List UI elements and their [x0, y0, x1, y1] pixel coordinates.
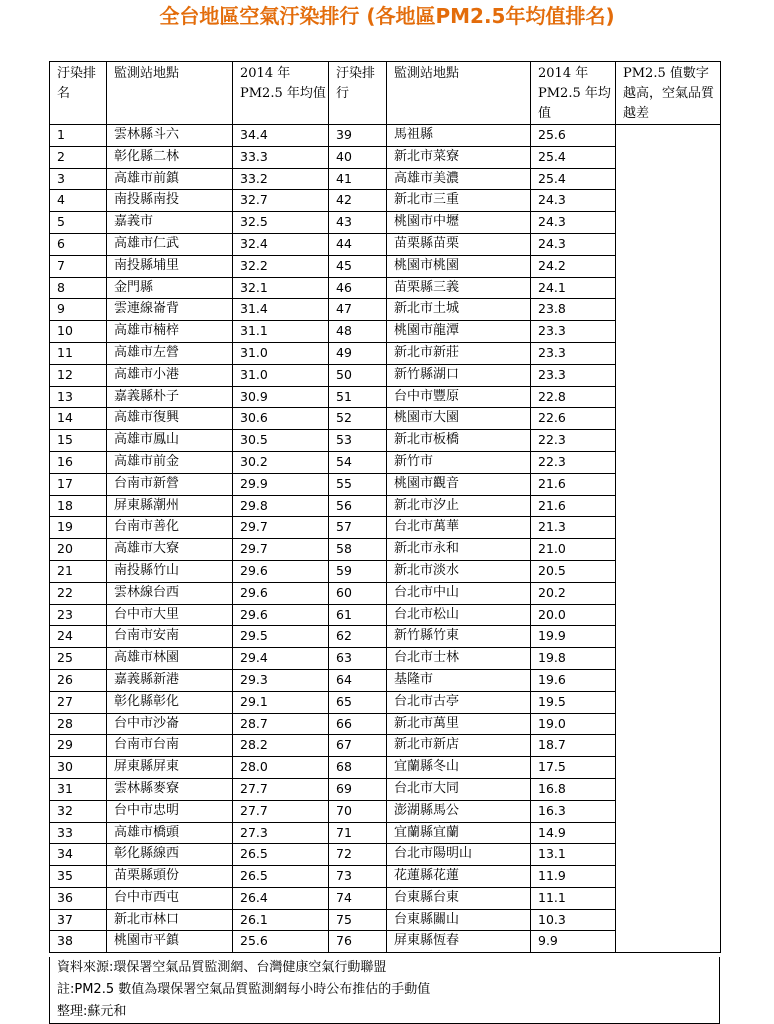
rank-cell: 25 [50, 648, 107, 670]
value-cell: 19.5 [531, 691, 616, 713]
station-cell: 高雄市鳳山 [107, 430, 233, 452]
rank-cell: 14 [50, 408, 107, 430]
station-cell: 彰化縣二林 [107, 146, 233, 168]
value-cell: 26.1 [233, 909, 329, 931]
rank-cell: 70 [329, 800, 387, 822]
rank-cell: 22 [50, 582, 107, 604]
station-cell: 桃園市中壢 [387, 212, 531, 234]
rank-cell: 58 [329, 539, 387, 561]
rank-cell: 59 [329, 560, 387, 582]
value-cell: 25.6 [531, 125, 616, 147]
station-cell: 台南市新營 [107, 473, 233, 495]
rank-cell: 47 [329, 299, 387, 321]
station-cell: 高雄市左營 [107, 342, 233, 364]
station-cell: 高雄市前鎮 [107, 168, 233, 190]
station-cell: 花蓮縣花蓮 [387, 866, 531, 888]
value-cell: 22.8 [531, 386, 616, 408]
rank-cell: 20 [50, 539, 107, 561]
value-cell: 31.1 [233, 321, 329, 343]
station-cell: 苗栗縣三義 [387, 277, 531, 299]
station-cell: 新北市林口 [107, 909, 233, 931]
value-cell: 29.3 [233, 669, 329, 691]
rank-cell: 21 [50, 560, 107, 582]
pollution-ranking-table [49, 61, 721, 953]
value-cell: 29.7 [233, 517, 329, 539]
value-cell: 33.2 [233, 168, 329, 190]
station-cell: 高雄市楠梓 [107, 321, 233, 343]
rank-cell: 52 [329, 408, 387, 430]
header-station: 監測站地點 [107, 62, 233, 125]
station-cell: 新北市淡水 [387, 560, 531, 582]
rank-cell: 11 [50, 342, 107, 364]
station-cell: 新北市萬里 [387, 713, 531, 735]
station-cell: 台北市陽明山 [387, 844, 531, 866]
value-cell: 13.1 [531, 844, 616, 866]
value-cell: 27.7 [233, 800, 329, 822]
rank-cell: 63 [329, 648, 387, 670]
station-cell: 桃園市觀音 [387, 473, 531, 495]
station-cell: 台中市豐原 [387, 386, 531, 408]
rank-cell: 67 [329, 735, 387, 757]
rank-cell: 73 [329, 866, 387, 888]
rank-cell: 51 [329, 386, 387, 408]
station-cell: 嘉義縣朴子 [107, 386, 233, 408]
value-cell: 23.8 [531, 299, 616, 321]
station-cell: 高雄市橋頭 [107, 822, 233, 844]
value-cell: 25.4 [531, 146, 616, 168]
station-cell: 基隆市 [387, 669, 531, 691]
rank-cell: 54 [329, 451, 387, 473]
station-cell: 屏東縣恆春 [387, 931, 531, 953]
station-cell: 澎湖縣馬公 [387, 800, 531, 822]
station-cell: 嘉義市 [107, 212, 233, 234]
value-cell: 21.0 [531, 539, 616, 561]
value-cell: 28.0 [233, 757, 329, 779]
station-cell: 高雄市復興 [107, 408, 233, 430]
rank-cell: 33 [50, 822, 107, 844]
station-cell: 台北市古亭 [387, 691, 531, 713]
value-cell: 29.9 [233, 473, 329, 495]
value-cell: 30.5 [233, 430, 329, 452]
value-cell: 16.3 [531, 800, 616, 822]
rank-cell: 55 [329, 473, 387, 495]
value-cell: 30.9 [233, 386, 329, 408]
station-cell: 南投縣埔里 [107, 255, 233, 277]
station-cell: 新北市新店 [387, 735, 531, 757]
station-cell: 雲連線崙背 [107, 299, 233, 321]
value-cell: 25.4 [531, 168, 616, 190]
table-body [50, 125, 721, 953]
station-cell: 高雄市大寮 [107, 539, 233, 561]
station-cell: 桃園市大園 [387, 408, 531, 430]
rank-cell: 18 [50, 495, 107, 517]
value-cell: 29.6 [233, 582, 329, 604]
rank-cell: 36 [50, 887, 107, 909]
rank-cell: 26 [50, 669, 107, 691]
value-cell: 32.7 [233, 190, 329, 212]
station-cell: 新竹市 [387, 451, 531, 473]
value-cell: 26.5 [233, 866, 329, 888]
rank-cell: 12 [50, 364, 107, 386]
rank-cell: 60 [329, 582, 387, 604]
value-cell: 29.6 [233, 604, 329, 626]
rank-cell: 30 [50, 757, 107, 779]
station-cell: 新北市板橋 [387, 430, 531, 452]
rank-cell: 75 [329, 909, 387, 931]
value-cell: 19.0 [531, 713, 616, 735]
value-cell: 16.8 [531, 778, 616, 800]
rank-cell: 40 [329, 146, 387, 168]
station-cell: 台南市善化 [107, 517, 233, 539]
value-cell: 24.3 [531, 233, 616, 255]
value-cell: 30.2 [233, 451, 329, 473]
rank-cell: 4 [50, 190, 107, 212]
rank-cell: 3 [50, 168, 107, 190]
rank-cell: 56 [329, 495, 387, 517]
rank-cell: 44 [329, 233, 387, 255]
rank-cell: 15 [50, 430, 107, 452]
station-cell: 新北市三重 [387, 190, 531, 212]
value-cell: 26.4 [233, 887, 329, 909]
rank-cell: 8 [50, 277, 107, 299]
rank-cell: 32 [50, 800, 107, 822]
rank-cell: 39 [329, 125, 387, 147]
value-cell: 33.3 [233, 146, 329, 168]
station-cell: 彰化縣彰化 [107, 691, 233, 713]
rank-cell: 17 [50, 473, 107, 495]
station-cell: 新北市土城 [387, 299, 531, 321]
station-cell: 台東縣台東 [387, 887, 531, 909]
value-cell: 20.2 [531, 582, 616, 604]
value-cell: 21.3 [531, 517, 616, 539]
rank-cell: 27 [50, 691, 107, 713]
rank-cell: 46 [329, 277, 387, 299]
value-cell: 19.8 [531, 648, 616, 670]
station-cell: 南投縣南投 [107, 190, 233, 212]
header-station-2: 監測站地點 [387, 62, 531, 125]
header-value-2: 2014 年PM2.5 年均值 [531, 62, 616, 125]
value-cell: 24.2 [531, 255, 616, 277]
rank-cell: 6 [50, 233, 107, 255]
rank-cell: 49 [329, 342, 387, 364]
rank-cell: 48 [329, 321, 387, 343]
station-cell: 台北市士林 [387, 648, 531, 670]
station-cell: 台東縣關山 [387, 909, 531, 931]
rank-cell: 74 [329, 887, 387, 909]
value-cell: 32.4 [233, 233, 329, 255]
rank-cell: 23 [50, 604, 107, 626]
station-cell: 桃園市平鎮 [107, 931, 233, 953]
footer-source: 資料來源:環保署空氣品質監測網、台灣健康空氣行動聯盟 [57, 960, 387, 975]
station-cell: 新竹縣湖口 [387, 364, 531, 386]
value-cell: 29.5 [233, 626, 329, 648]
station-cell: 台中市忠明 [107, 800, 233, 822]
rank-cell: 66 [329, 713, 387, 735]
station-cell: 台中市沙崙 [107, 713, 233, 735]
value-cell: 21.6 [531, 473, 616, 495]
rank-cell: 69 [329, 778, 387, 800]
station-cell: 台中市西屯 [107, 887, 233, 909]
value-cell: 29.4 [233, 648, 329, 670]
station-cell: 台北市大同 [387, 778, 531, 800]
rank-cell: 45 [329, 255, 387, 277]
station-cell: 馬祖縣 [387, 125, 531, 147]
value-cell: 20.5 [531, 560, 616, 582]
rank-cell: 65 [329, 691, 387, 713]
station-cell: 台南市台南 [107, 735, 233, 757]
value-cell: 26.5 [233, 844, 329, 866]
station-cell: 南投縣竹山 [107, 560, 233, 582]
station-cell: 桃園市桃園 [387, 255, 531, 277]
rank-cell: 34 [50, 844, 107, 866]
station-cell: 桃園市龍潭 [387, 321, 531, 343]
value-cell: 11.1 [531, 887, 616, 909]
value-cell: 31.0 [233, 364, 329, 386]
station-cell: 台南市安南 [107, 626, 233, 648]
rank-cell: 76 [329, 931, 387, 953]
rank-cell: 42 [329, 190, 387, 212]
rank-cell: 53 [329, 430, 387, 452]
rank-cell: 28 [50, 713, 107, 735]
station-cell: 新北市永和 [387, 539, 531, 561]
value-cell: 32.5 [233, 212, 329, 234]
value-cell: 24.3 [531, 190, 616, 212]
note-cell [616, 125, 721, 953]
value-cell: 27.3 [233, 822, 329, 844]
rank-cell: 50 [329, 364, 387, 386]
rank-cell: 10 [50, 321, 107, 343]
rank-cell: 5 [50, 212, 107, 234]
value-cell: 19.9 [531, 626, 616, 648]
value-cell: 23.3 [531, 342, 616, 364]
footer-compiler: 整理:蘇元和 [57, 1004, 127, 1019]
rank-cell: 62 [329, 626, 387, 648]
rank-cell: 24 [50, 626, 107, 648]
station-cell: 苗栗縣苗栗 [387, 233, 531, 255]
station-cell: 金門縣 [107, 277, 233, 299]
rank-cell: 57 [329, 517, 387, 539]
station-cell: 新北市汐止 [387, 495, 531, 517]
station-cell: 台北市中山 [387, 582, 531, 604]
station-cell: 高雄市美濃 [387, 168, 531, 190]
value-cell: 11.9 [531, 866, 616, 888]
value-cell: 9.9 [531, 931, 616, 953]
rank-cell: 68 [329, 757, 387, 779]
station-cell: 雲林線台西 [107, 582, 233, 604]
value-cell: 22.3 [531, 451, 616, 473]
header-note: PM2.5 值數字越高，空氣品質越差 [616, 62, 721, 125]
rank-cell: 37 [50, 909, 107, 931]
station-cell: 高雄市林園 [107, 648, 233, 670]
rank-cell: 61 [329, 604, 387, 626]
station-cell: 高雄市仁武 [107, 233, 233, 255]
rank-cell: 38 [50, 931, 107, 953]
station-cell: 高雄市小港 [107, 364, 233, 386]
value-cell: 28.7 [233, 713, 329, 735]
value-cell: 22.6 [531, 408, 616, 430]
rank-cell: 35 [50, 866, 107, 888]
value-cell: 19.6 [531, 669, 616, 691]
value-cell: 29.6 [233, 560, 329, 582]
rank-cell: 2 [50, 146, 107, 168]
value-cell: 20.0 [531, 604, 616, 626]
value-cell: 24.3 [531, 212, 616, 234]
header-rank: 汙染排名 [50, 62, 107, 125]
value-cell: 21.6 [531, 495, 616, 517]
rank-cell: 13 [50, 386, 107, 408]
value-cell: 10.3 [531, 909, 616, 931]
station-cell: 屏東縣屏東 [107, 757, 233, 779]
rank-cell: 64 [329, 669, 387, 691]
value-cell: 31.4 [233, 299, 329, 321]
station-cell: 台北市松山 [387, 604, 531, 626]
station-cell: 台北市萬華 [387, 517, 531, 539]
table-footer [49, 957, 720, 1024]
rank-cell: 16 [50, 451, 107, 473]
station-cell: 新北市新莊 [387, 342, 531, 364]
rank-cell: 9 [50, 299, 107, 321]
station-cell: 苗栗縣頭份 [107, 866, 233, 888]
value-cell: 30.6 [233, 408, 329, 430]
station-cell: 台中市大里 [107, 604, 233, 626]
footer-note: 註:PM2.5 數值為環保署空氣品質監測網每小時公布推估的手動值 [57, 982, 431, 997]
station-cell: 彰化縣線西 [107, 844, 233, 866]
value-cell: 25.6 [233, 931, 329, 953]
value-cell: 22.3 [531, 430, 616, 452]
station-cell: 新北市菜寮 [387, 146, 531, 168]
table-header-row [50, 62, 721, 125]
rank-cell: 19 [50, 517, 107, 539]
value-cell: 14.9 [531, 822, 616, 844]
station-cell: 屏東縣潮州 [107, 495, 233, 517]
value-cell: 17.5 [531, 757, 616, 779]
rank-cell: 7 [50, 255, 107, 277]
station-cell: 宜蘭縣宜蘭 [387, 822, 531, 844]
value-cell: 32.1 [233, 277, 329, 299]
value-cell: 18.7 [531, 735, 616, 757]
station-cell: 宜蘭縣冬山 [387, 757, 531, 779]
page-title: 全台地區空氣汙染排行 (各地區PM2.5年均值排名) [159, 4, 615, 28]
value-cell: 29.1 [233, 691, 329, 713]
value-cell: 24.1 [531, 277, 616, 299]
rank-cell: 41 [329, 168, 387, 190]
rank-cell: 1 [50, 125, 107, 147]
station-cell: 雲林縣斗六 [107, 125, 233, 147]
value-cell: 32.2 [233, 255, 329, 277]
station-cell: 新竹縣竹東 [387, 626, 531, 648]
rank-cell: 71 [329, 822, 387, 844]
station-cell: 嘉義縣新港 [107, 669, 233, 691]
station-cell: 高雄市前金 [107, 451, 233, 473]
rank-cell: 29 [50, 735, 107, 757]
value-cell: 27.7 [233, 778, 329, 800]
header-value: 2014 年PM2.5 年均值 [233, 62, 329, 125]
rank-cell: 43 [329, 212, 387, 234]
station-cell: 雲林縣麥寮 [107, 778, 233, 800]
value-cell: 28.2 [233, 735, 329, 757]
value-cell: 29.7 [233, 539, 329, 561]
rank-cell: 72 [329, 844, 387, 866]
value-cell: 29.8 [233, 495, 329, 517]
table-row [50, 125, 721, 147]
value-cell: 23.3 [531, 321, 616, 343]
header-rank-2: 汙染排行 [329, 62, 387, 125]
value-cell: 23.3 [531, 364, 616, 386]
value-cell: 31.0 [233, 342, 329, 364]
rank-cell: 31 [50, 778, 107, 800]
value-cell: 34.4 [233, 125, 329, 147]
